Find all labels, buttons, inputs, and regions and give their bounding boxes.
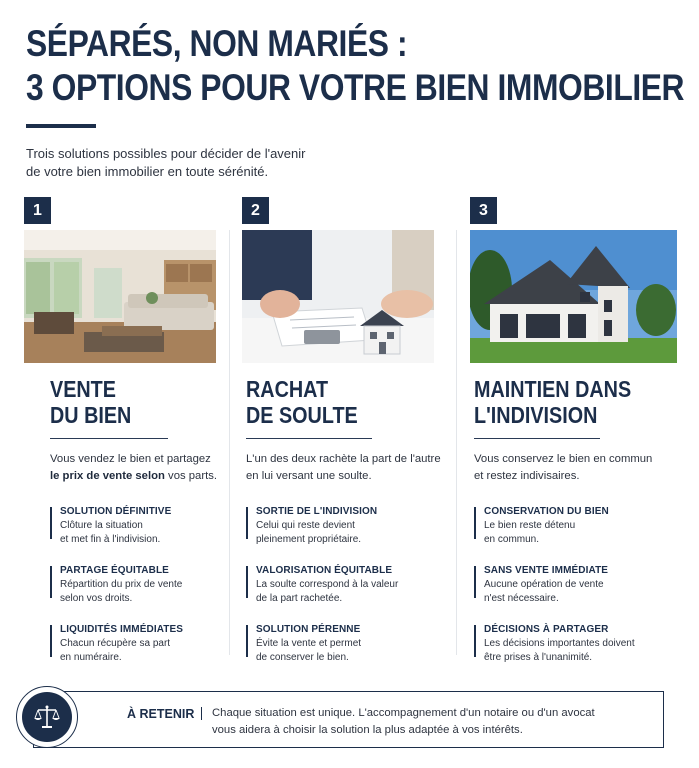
option-point [474, 623, 675, 664]
desc-line: Vous conservez le bien en commun [474, 453, 653, 465]
desc-text-end: vos parts. [164, 470, 218, 482]
option-title [246, 376, 419, 428]
point-title: DÉCISIONS À PARTAGER [484, 624, 609, 635]
column-divider [229, 230, 230, 655]
desc-bold-text: le prix de vente selon [50, 470, 165, 482]
option-point [50, 564, 229, 605]
option-point [50, 505, 229, 546]
point-title: LIQUIDITÉS IMMÉDIATES [60, 624, 184, 635]
point-text: La soulte correspond à la valeur [256, 579, 399, 590]
option-card-indivision [470, 197, 675, 682]
option-title-rule [474, 438, 600, 439]
option-point [246, 623, 447, 664]
option-card-rachat [242, 197, 447, 682]
option-title-line-1: MAINTIEN DANS [474, 376, 632, 402]
option-title-rule [50, 438, 168, 439]
intro-line-2: de votre bien immobilier en toute sérénité. [26, 164, 269, 179]
point-text: Clôture la situation [60, 520, 143, 531]
point-text: Évite la vente et permet [256, 638, 362, 649]
signing-contract-photo [242, 230, 434, 363]
badge-circle [22, 692, 72, 742]
retain-separator [201, 707, 202, 720]
retain-text [212, 705, 632, 739]
option-title-line-1: RACHAT [246, 376, 329, 402]
option-points [50, 505, 229, 664]
living-room-photo [24, 230, 216, 363]
option-description [50, 451, 225, 485]
desc-line: en lui versant une soulte. [246, 470, 372, 482]
option-title-line-2: L'INDIVISION [474, 402, 598, 428]
desc-text: Vous vendez le bien et partagez [50, 453, 211, 465]
point-text: Celui qui reste devient [256, 520, 355, 531]
point-title: CONSERVATION DU BIEN [484, 506, 609, 517]
point-title: SOLUTION DÉFINITIVE [60, 506, 172, 517]
point-text: de la part rachetée. [256, 593, 343, 604]
house-exterior-photo [470, 230, 677, 363]
point-text: et met fin à l'indivision. [60, 534, 161, 545]
option-points [474, 505, 675, 664]
point-text: Aucune opération de vente [484, 579, 604, 590]
retain-text-line: Chaque situation est unique. L'accompagnement d'un notaire ou d'un avocat [212, 707, 595, 719]
point-title: SORTIE DE L'INDIVISION [256, 506, 378, 517]
intro-line-1: Trois solutions possibles pour décider de l'avenir [26, 146, 306, 161]
option-description [474, 451, 669, 485]
desc-line: L'un des deux rachète la part de l'autre [246, 453, 441, 465]
point-text: Chacun récupère sa part [60, 638, 171, 649]
option-title-line-2: DE SOULTE [246, 402, 358, 428]
scales-of-justice-icon [32, 702, 62, 732]
title-line-1: SÉPARÉS, NON MARIÉS : [26, 23, 408, 64]
option-description [246, 451, 441, 485]
option-point [474, 564, 675, 605]
point-text: Les décisions importantes doivent [484, 638, 635, 649]
title-line-2: 3 OPTIONS POUR VOTRE BIEN IMMOBILIER [26, 67, 685, 108]
option-title [474, 376, 647, 428]
point-text: en numéraire. [60, 652, 122, 663]
option-point [50, 623, 229, 664]
option-point [474, 505, 675, 546]
point-text: selon vos droits. [60, 593, 133, 604]
point-title: SOLUTION PÉRENNE [256, 624, 361, 635]
point-text: Répartition du prix de vente [60, 579, 183, 590]
option-number: 3 [470, 197, 497, 224]
option-card-vente [24, 197, 229, 682]
point-text: Le bien reste détenu [484, 520, 576, 531]
option-title-line-2: DU BIEN [50, 402, 132, 428]
point-text: en commun. [484, 534, 540, 545]
column-divider [456, 230, 457, 655]
option-title-line-1: VENTE [50, 376, 116, 402]
option-number: 2 [242, 197, 269, 224]
point-title: SANS VENTE IMMÉDIATE [484, 565, 609, 576]
point-text: n'est nécessaire. [484, 593, 559, 604]
option-title-rule [246, 438, 372, 439]
point-text: être prises à l'unanimité. [484, 652, 593, 663]
retain-text-line: vous aidera à choisir la solution la plus adaptée à vos intérêts. [212, 724, 523, 736]
point-text: pleinement propriétaire. [256, 534, 362, 545]
option-point [246, 564, 447, 605]
title-underline [26, 124, 96, 128]
option-points [246, 505, 447, 664]
intro-text [26, 145, 366, 181]
retain-label: À RETENIR [127, 707, 195, 721]
option-point [246, 505, 447, 546]
desc-line: et restez indivisaires. [474, 470, 580, 482]
page-title [26, 22, 686, 110]
point-title: VALORISATION ÉQUITABLE [256, 565, 393, 576]
option-number: 1 [24, 197, 51, 224]
option-title [50, 376, 204, 428]
point-title: PARTAGE ÉQUITABLE [60, 565, 169, 576]
point-text: de conserver le bien. [256, 652, 349, 663]
retain-badge [16, 686, 78, 748]
